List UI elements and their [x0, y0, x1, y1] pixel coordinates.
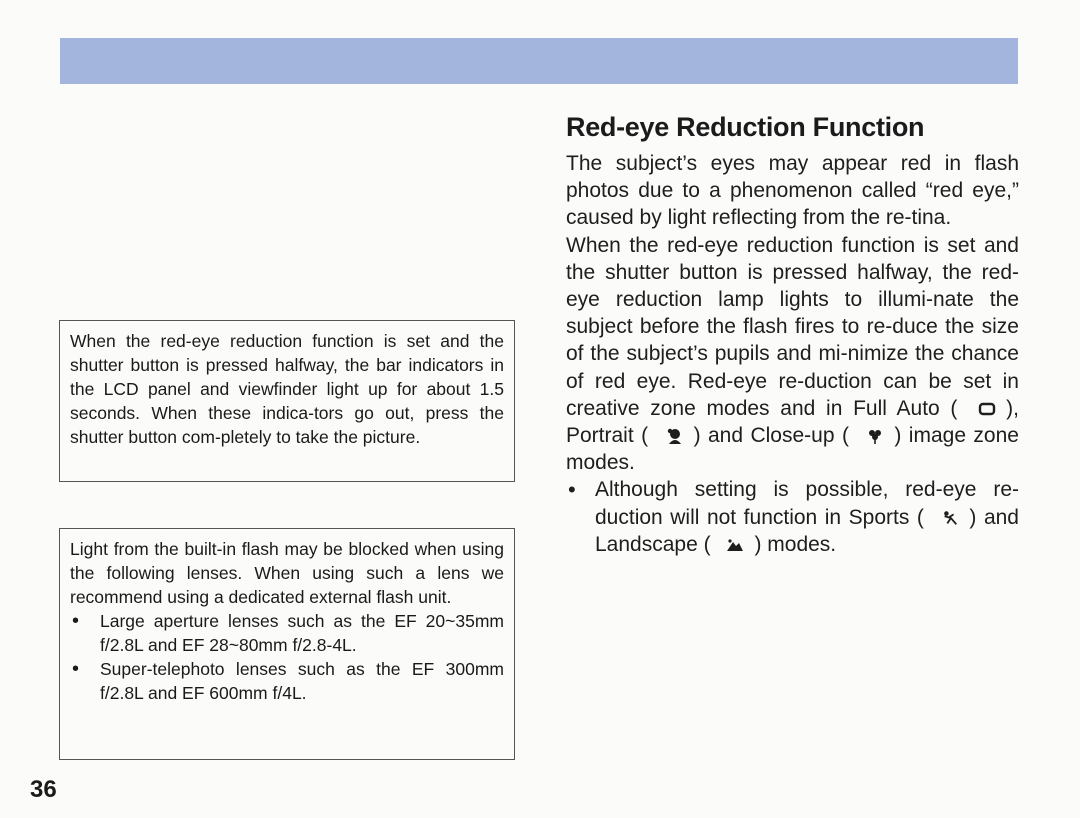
note-box-lens-blocking — [59, 528, 515, 760]
function-paragraph: When the red-eye reduction function is set and the shutter button is pressed halfway, the red-eye reduction lamp lights to illumi-nate the subject before the flash fires to re-duce the size of the subject’s pupils and mi-nimize the chance of red eye. Red-eye re-duction can be set in creative zone modes and in Full Auto ( ), Portrait ( ) and Close-up ( ) image zone modes. — [566, 233, 1019, 475]
list-item: • Large aperture lenses such as the EF 20~35mm f/2.8L and EF 28~80mm f/2.8-4L. — [70, 609, 504, 657]
section-title: Red-eye Reduction Function — [566, 112, 925, 142]
lens-list — [70, 609, 504, 705]
section-body — [566, 150, 1019, 558]
note-text: When the red-eye reduction function is set and the shutter button is pressed halfway, the bar indicators in the LCD panel and viewfinder light up for about 1.5 seconds. When these indica-tors go out, press the shutter button com-pletely to take the picture. — [70, 331, 504, 447]
note-intro: Light from the built-in flash may be blocked when using the following lenses. When using such a lens we recommend using a dedicated external flash unit. — [70, 539, 504, 607]
list-item: • Although setting is possible, red-eye re-duction will not function in Sports ( ) and Landscape ( ) modes. — [566, 476, 1019, 558]
header-band — [60, 38, 1018, 84]
page-number: 36 — [30, 776, 57, 803]
close-up-icon — [866, 428, 884, 444]
sports-icon — [941, 510, 959, 526]
landscape-icon — [726, 537, 744, 553]
full-auto-icon — [978, 401, 996, 417]
portrait-icon — [666, 428, 684, 444]
note-box-bar-indicators — [59, 320, 515, 482]
bullet-list — [566, 476, 1019, 558]
intro-paragraph: The subject’s eyes may appear red in flash photos due to a phenomenon called “red eye,” caused by light reflecting from the re-tina. — [566, 152, 1019, 230]
list-item: • Super-telephoto lenses such as the EF 300mm f/2.8L and EF 600mm f/4L. — [70, 657, 504, 705]
